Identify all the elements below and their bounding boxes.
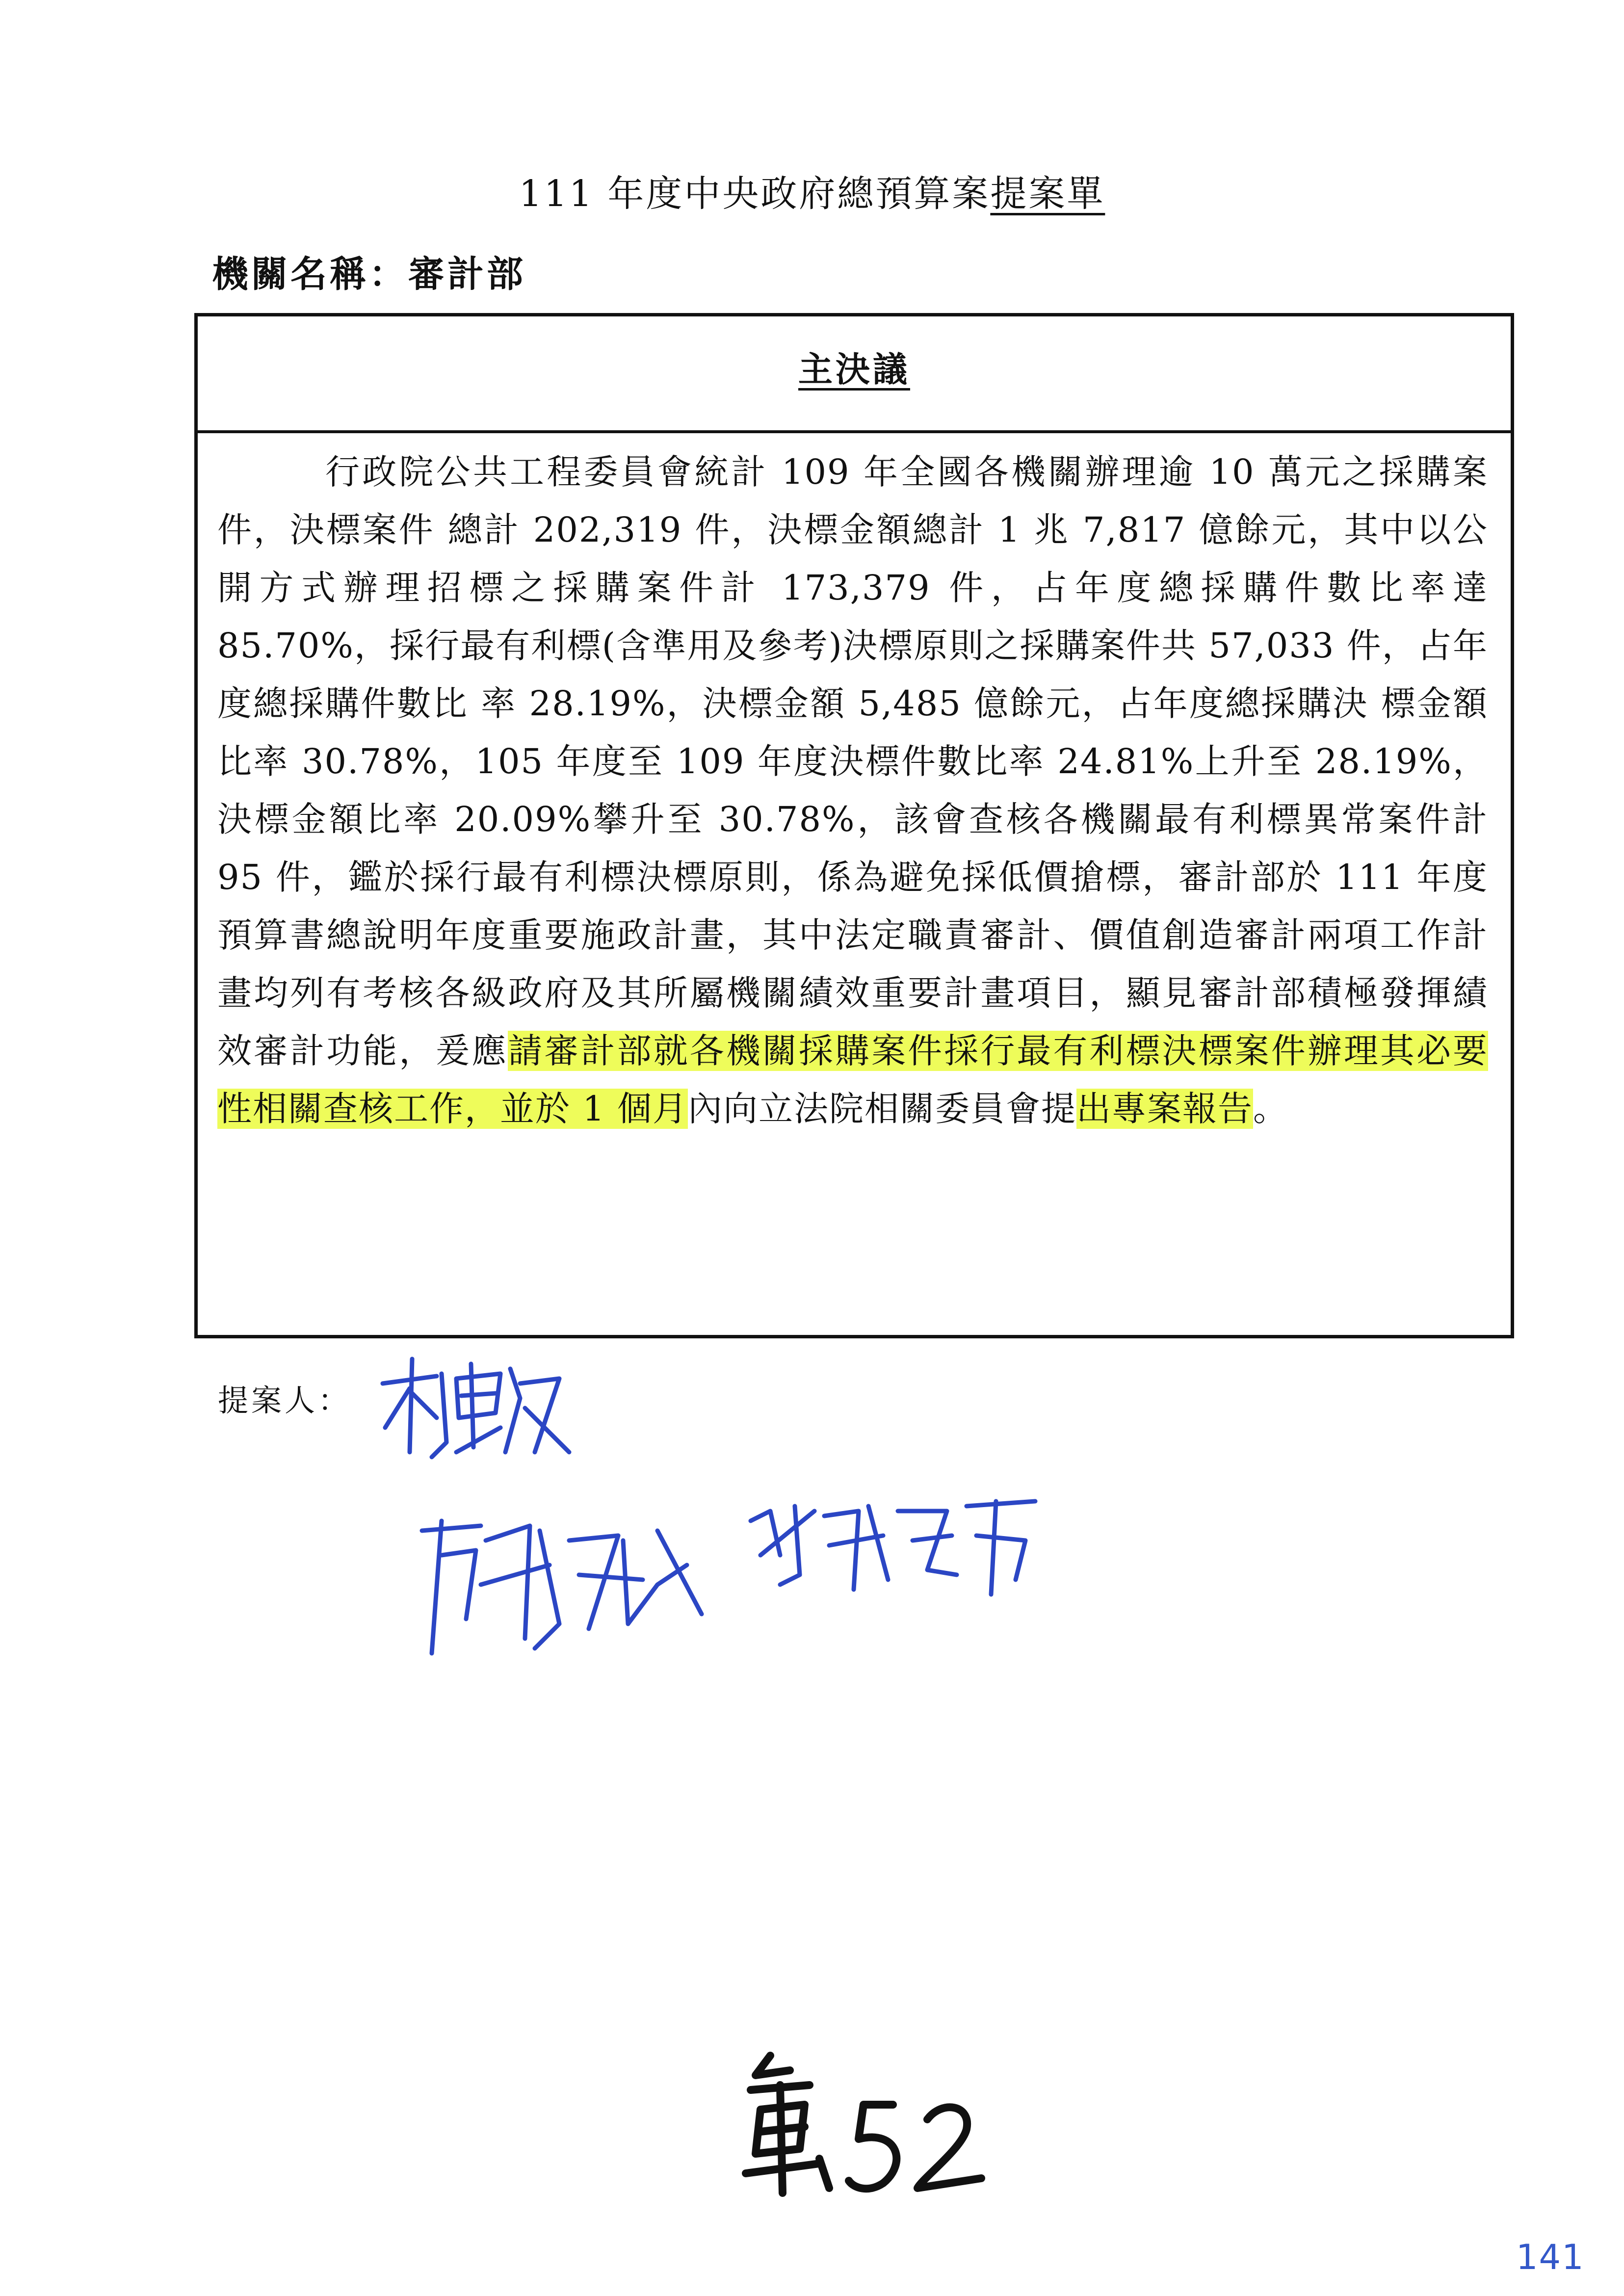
agency-label: 機關名稱： — [212, 253, 408, 295]
agency-line — [212, 245, 526, 297]
resolution-body — [217, 443, 1488, 1138]
section-title: 主決議 — [798, 349, 910, 390]
body-part-3: 。 — [1253, 1089, 1289, 1129]
highlighted-request: 請審計部就各機關採購案件採行最有利標決標案件辦理其必要性相關查核工作，並於 1 個月 — [217, 1031, 1489, 1129]
page-number: 141 — [1516, 2237, 1585, 2277]
body-part-2: 內向立法院相關委員會提 — [688, 1089, 1077, 1129]
title-main: 111 年度中央政府總預算案 — [519, 173, 991, 215]
handwritten-annotation-mark — [736, 2046, 991, 2203]
proposer-signature-1 — [373, 1354, 579, 1467]
title-underlined: 提案單 — [990, 173, 1105, 215]
body-part-1: 行政院公共工程委員會統計 109 年全國各機關辦理逾 10 萬元之採購案件，決標案件 總計 202,319 件，決標金額總計 1 兆 7,817 億餘元，其中以公開方式辦理招標之採購案件計 173,379 件，占年度總採購件數比率達 85.70%，採行最有利標(含準用及參考)決標原則之採購案件共 57,033 件，占年度總採購件數比 率 28.19%，決標金額 5,485 億餘元，占年度總採購決 標金額比率 30.78%，105 年度至 109 年度決標件數比率 24.81%上升至 28.19%，決標金額比率 20.09%攀升至 30.78%，該會查核各機關最有利標異常案件計 95 件，鑑於採行最有利標決標原則，係為避免採低價搶標，審計部於 111 年度預算書總說明年度重要施政計畫，其中法定職責審計、價值創造審計兩項工作計畫均列有考核各級政府及其所屬機關績效重要計畫項目，顯見審計部積極發揮績效審計功能，爰應 — [217, 452, 1488, 1071]
section-header — [198, 316, 1511, 433]
proposer-label: 提案人： — [218, 1383, 352, 1418]
co-signer-signature-3 — [741, 1491, 1045, 1599]
co-signer-signature-2 — [412, 1511, 707, 1658]
highlighted-report: 出專案報告 — [1076, 1089, 1254, 1129]
page-title — [0, 169, 1624, 218]
agency-name: 審計部 — [408, 253, 526, 295]
proposal-form-box — [194, 313, 1514, 1338]
